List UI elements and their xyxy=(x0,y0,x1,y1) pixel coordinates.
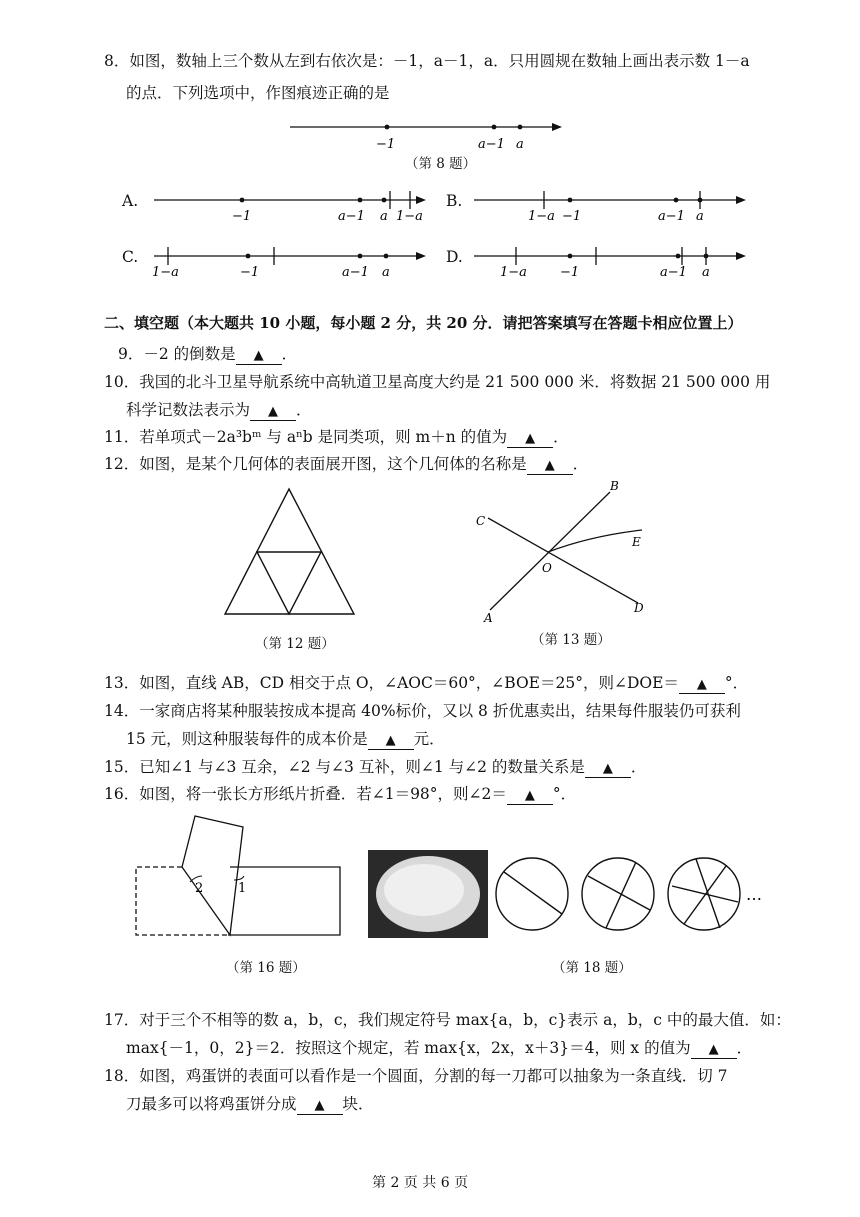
q13-intersecting-lines-figure xyxy=(460,478,660,623)
q18-answer-blank[interactable]: ▲ xyxy=(297,1098,343,1115)
q8-b-label-1-a: 1−a xyxy=(528,209,555,224)
q12-answer-blank[interactable]: ▲ xyxy=(527,458,573,475)
q18-ellipsis: … xyxy=(746,885,762,904)
q8-d-label-1-a: 1−a xyxy=(500,265,527,280)
q10-answer-blank[interactable]: ▲ xyxy=(250,404,296,421)
q12-caption: （第 12 题） xyxy=(255,636,335,652)
q11-answer-blank[interactable]: ▲ xyxy=(507,431,553,448)
q16-angle-1-label: 1 xyxy=(238,881,247,896)
q8-a-label-neg1: −1 xyxy=(232,209,252,224)
q17-line2: max{－1，0，2}＝2．按照这个规定，若 max{x，2x，x＋3}＝4，则 x 的值为 ▲ ． xyxy=(126,1039,753,1057)
q8-c-label-a: a xyxy=(382,265,390,280)
q8-option-a-line xyxy=(150,187,440,227)
q16-angle-2-label: 2 xyxy=(195,881,204,896)
q9-answer-blank[interactable]: ▲ xyxy=(236,348,282,365)
q8-c-label-a-1: a−1 xyxy=(342,265,369,280)
q8-line2: 的点．下列选项中，作图痕迹正确的是 xyxy=(126,84,390,102)
q13-label-a: A xyxy=(484,611,493,623)
q13: 13．如图，直线 AB，CD 相交于点 O，∠AOC＝60°，∠BOE＝25°，则∠DOE＝ ▲ °． xyxy=(104,674,749,692)
q8-caption: （第 8 题） xyxy=(405,156,477,172)
q8-main-label-neg1: −1 xyxy=(376,137,396,152)
q9: 9．－2 的倒数是 ▲ ． xyxy=(118,345,298,363)
q13-label-o: O xyxy=(542,561,552,575)
q13-label-c: C xyxy=(476,514,486,528)
q14-line1: 14．一家商店将某种服装按成本提高 40%标价，又以 8 折优惠卖出，结果每件服装仍可获利 xyxy=(104,702,741,720)
q16-caption: （第 16 题） xyxy=(226,960,306,976)
q8-option-b-line xyxy=(470,187,760,227)
q9-text: 9．－2 的倒数是 xyxy=(118,345,236,363)
q8-option-c-line xyxy=(150,243,440,283)
q18-line2: 刀最多可以将鸡蛋饼分成 ▲ 块． xyxy=(126,1095,374,1113)
q16-folded-paper-figure xyxy=(130,810,360,942)
q8-a-label-a: a xyxy=(380,209,388,224)
q8-a-label-1-a: 1−a xyxy=(396,209,423,224)
q18-line1: 18．如图，鸡蛋饼的表面可以看作是一个圆面，分割的每一刀都可以抽象为一条直线．切 7 xyxy=(104,1067,728,1085)
q16-answer-blank[interactable]: ▲ xyxy=(507,788,553,805)
q8-d-label-a-1: a−1 xyxy=(660,265,687,280)
q8-b-label-a: a xyxy=(696,209,704,224)
q13-label-e: E xyxy=(632,535,641,549)
q10-line1: 10．我国的北斗卫星导航系统中高轨道卫星高度大约是 21 500 000 米．将数据 21 500 000 用 xyxy=(104,373,771,391)
q17-answer-blank[interactable]: ▲ xyxy=(691,1042,737,1059)
q18-pancake-cuts-figure xyxy=(366,848,766,944)
q18-caption: （第 18 题） xyxy=(552,960,632,976)
q14-line2: 15 元，则这种服装每件的成本价是 ▲ 元． xyxy=(126,730,445,748)
page-footer: 第 2 页 共 6 页 xyxy=(372,1175,469,1191)
q12-tetrahedron-net-figure xyxy=(222,484,362,620)
q17-line1: 17．对于三个不相等的数 a，b，c，我们规定符号 max{a，b，c}表示 a，b，c 中的最大值．如： xyxy=(104,1011,791,1029)
q8-d-label-a: a xyxy=(702,265,710,280)
q8-main-label-a-1: a−1 xyxy=(478,137,505,152)
q8-main-number-line xyxy=(280,115,580,155)
q11: 11．若单项式－2a³bᵐ 与 aⁿb 是同类项，则 m＋n 的值为 ▲ ． xyxy=(104,428,569,446)
q8-option-c-letter: C. xyxy=(122,248,139,266)
q8-line1: 8．如图，数轴上三个数从左到右依次是：－1，a－1，a．只用圆规在数轴上画出表示数 1－a xyxy=(104,52,750,70)
q8-c-label-neg1: −1 xyxy=(240,265,260,280)
q14-answer-blank[interactable]: ▲ xyxy=(368,733,414,750)
q15-answer-blank[interactable]: ▲ xyxy=(585,761,631,778)
section2-title: 二、填空题（本大题共 10 小题，每小题 2 分，共 20 分．请把答案填写在答题卡相应位置上） xyxy=(104,314,743,332)
q10-line2: 科学记数法表示为 ▲ ． xyxy=(126,401,312,419)
q15: 15．已知∠1 与∠3 互余，∠2 与∠3 互补，则∠1 与∠2 的数量关系是 ▲ ． xyxy=(104,758,647,776)
q8-option-a-letter: A. xyxy=(122,192,139,210)
q18-circle-one-cut xyxy=(496,858,568,930)
q8-a-label-a-1: a−1 xyxy=(338,209,365,224)
q8-d-label-neg1: −1 xyxy=(560,265,580,280)
q13-label-d: D xyxy=(634,601,644,615)
q12: 12．如图，是某个几何体的表面展开图，这个几何体的名称是 ▲ ． xyxy=(104,455,589,473)
q13-label-b: B xyxy=(610,479,619,493)
q8-option-d-line xyxy=(470,243,760,283)
q13-answer-blank[interactable]: ▲ xyxy=(679,677,725,694)
q8-main-label-a: a xyxy=(516,137,524,152)
q8-c-label-1-a: 1−a xyxy=(152,265,179,280)
q8-b-label-neg1: −1 xyxy=(562,209,582,224)
q8-option-d-letter: D. xyxy=(446,248,463,266)
q16: 16．如图，将一张长方形纸片折叠．若∠1＝98°，则∠2＝ ▲ °． xyxy=(104,785,577,803)
q8-option-b-letter: B. xyxy=(446,192,463,210)
q13-caption: （第 13 题） xyxy=(531,632,611,648)
q8-b-label-a-1: a−1 xyxy=(658,209,685,224)
q18-circle-two-cuts xyxy=(582,858,654,930)
